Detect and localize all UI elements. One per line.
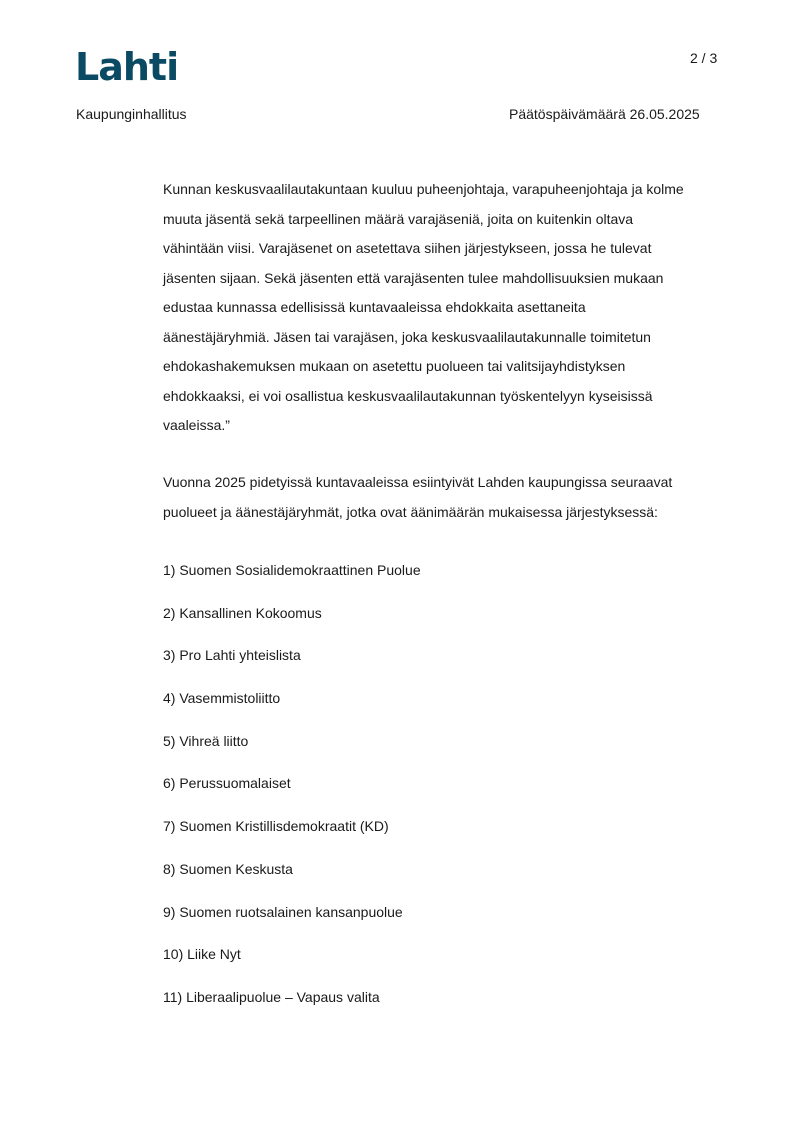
list-item: 4) Vasemmistoliitto (163, 690, 281, 707)
paragraph-election-parties-intro (163, 468, 723, 527)
decision-date: Päätöspäivämäärä 26.05.2025 (509, 106, 700, 122)
text-line: Vuonna 2025 pidetyissä kuntavaaleissa esiintyivät Lahden kaupungissa seuraavat (163, 474, 673, 490)
text-line: jäsenten sijaan. Sekä jäsenten että varajäsenten tulee mahdollisuuksien mukaan (163, 269, 664, 286)
list-item: 2) Kansallinen Kokoomus (163, 604, 322, 621)
list-item: 3) Pro Lahti yhteislista (163, 647, 301, 664)
list-item: 10) Liike Nyt (163, 946, 241, 963)
text-line: Kunnan keskusvaalilautakuntaan kuuluu puheenjohtaja, varapuheenjohtaja ja kolme (163, 181, 684, 197)
text-line: ehdokashakemuksen mukaan on asetettu puolueen tai valitsijayhdistyksen (163, 358, 626, 374)
paragraph-board-composition (163, 175, 723, 441)
organization-name: Kaupunginhallitus (76, 106, 187, 122)
text-line: puolueet ja äänestäjäryhmät, jotka ovat äänimäärän mukaisessa järjestyksessä: (163, 503, 658, 520)
text-line: ehdokkaaksi, ei voi osallistua keskusvaalilautakunnan työskentelyyn kyseisissä (163, 387, 653, 404)
party-list (163, 556, 723, 1026)
lahti-logo: Lahti (75, 45, 179, 89)
text-line: muuta jäsentä sekä tarpeellinen määrä varajäseniä, joita on kuitenkin oltava (163, 210, 634, 227)
text-line: vähintään viisi. Varajäsenet on asetettava siihen järjestykseen, jossa he tulevat (163, 240, 652, 256)
text-line: äänestäjäryhmiä. Jäsen tai varajäsen, joka keskusvaalilautakunnalle toimitetun (163, 328, 651, 345)
list-item: 5) Vihreä liitto (163, 732, 249, 749)
list-item: 6) Perussuomalaiset (163, 775, 291, 792)
list-item: 8) Suomen Keskusta (163, 860, 293, 877)
text-line: vaaleissa.” (163, 417, 230, 433)
page-number: 2 / 3 (690, 50, 718, 66)
list-item: 1) Suomen Sosialidemokraattinen Puolue (163, 562, 421, 578)
list-item: 7) Suomen Kristillisdemokraatit (KD) (163, 818, 389, 835)
list-item: 9) Suomen ruotsalainen kansanpuolue (163, 903, 403, 920)
text-line: edustaa kunnassa edellisissä kuntavaaleissa ehdokkaita asettaneita (163, 299, 586, 315)
list-item: 11) Liberaalipuolue – Vapaus valita (163, 988, 380, 1005)
